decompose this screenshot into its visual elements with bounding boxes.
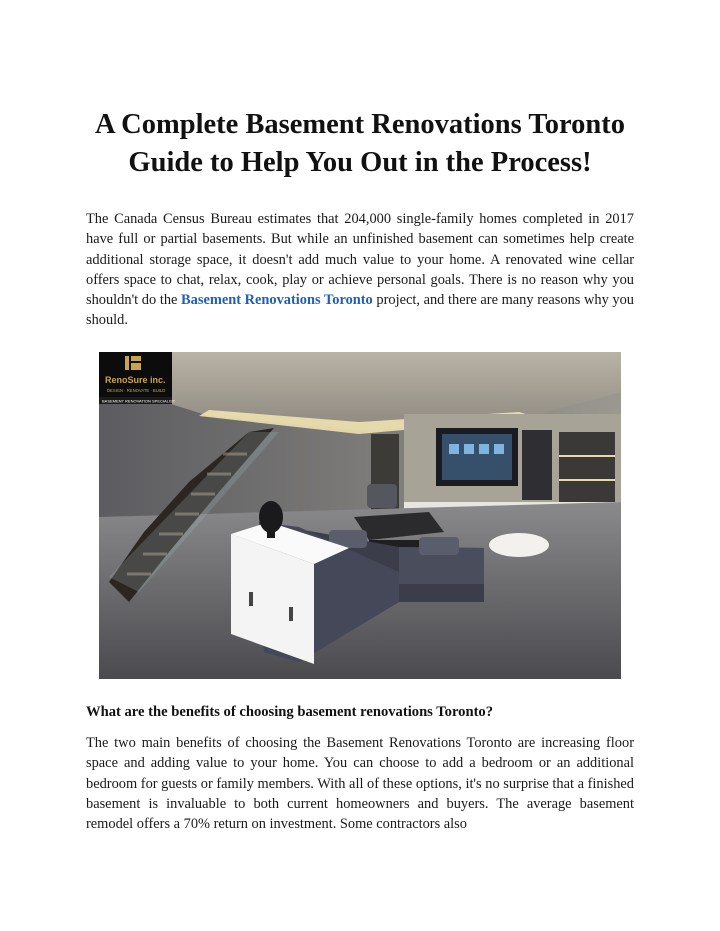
logo-banner: BASEMENT RENOVATION SPECIALIST (102, 398, 176, 404)
basement-photo (99, 352, 621, 679)
logo-text: RenoSure inc. (105, 375, 166, 385)
intro-paragraph (86, 209, 634, 331)
intro-text-before-link: The Canada Census Bureau estimates that 204,000 single-family homes completed in 2017 have full or partial basements. But while an unfinished basement can sometimes help create additional storage space, it doesn't add much value to your home. A renovated wine cellar offers space to chat, relax, cook, play or achieve personal goals. There is no reason why you shouldn't do the (86, 211, 634, 309)
section-heading: What are the benefits of choosing basement renovations Toronto? (86, 704, 494, 720)
basement-renovations-link[interactable]: Basement Renovations Toronto (181, 292, 373, 309)
logo-subtext: DESIGN · RENOVATE · BUILD (107, 388, 166, 393)
intro-text-after-link: project, and there are many reasons why you should. (86, 292, 634, 329)
page-title: A Complete Basement Renovations Toronto Guide to Help You Out in the Process! (95, 109, 625, 178)
section-body: The two main benefits of choosing the Basement Renovations Toronto are increasing floor space and adding value to your home. You can choose to add a bedroom or an additional bedroom for guests or family members. With all of these options, it's no surprise that a finished basement is invaluable to both current homeowners and buyers. The average basement remodel offers a 70% return on investment. Some contractors also (86, 735, 634, 833)
